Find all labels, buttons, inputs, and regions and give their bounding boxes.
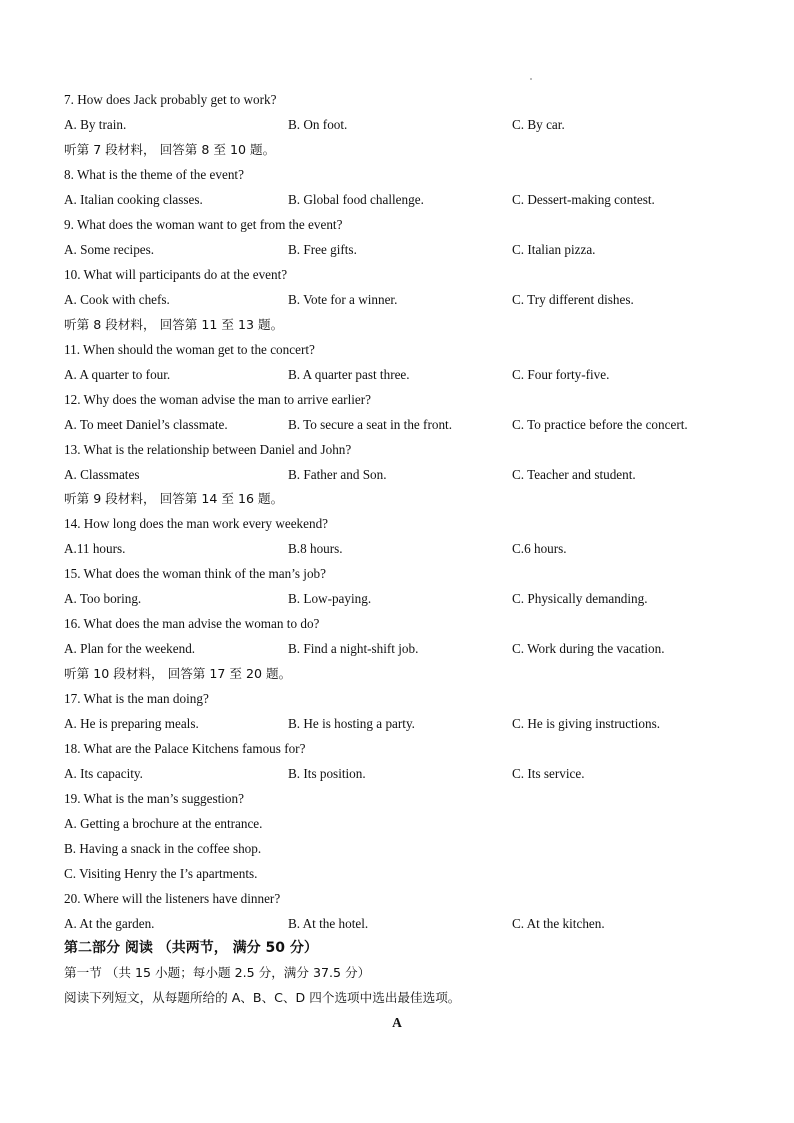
q10-option-b: B. Vote for a winner.: [288, 292, 398, 307]
section-9-instruction: 听第 9 段材料， 回答第 14 至 16 题。: [64, 491, 284, 506]
q18-option-c: C. Its service.: [512, 766, 585, 781]
q20-option-b: B. At the hotel.: [288, 916, 369, 931]
q10-option-a: A. Cook with chefs.: [64, 292, 170, 307]
question-19: 19. What is the man’s suggestion?: [64, 791, 244, 806]
q13-option-c: C. Teacher and student.: [512, 467, 636, 482]
section-8-instruction: 听第 8 段材料， 回答第 11 至 13 题。: [64, 317, 284, 332]
q19-option-c: C. Visiting Henry the I’s apartments.: [64, 866, 258, 881]
section-10-instruction: 听第 10 段材料， 回答第 17 至 20 题。: [64, 666, 292, 681]
q18-option-b: B. Its position.: [288, 766, 366, 781]
q14-option-b: B.8 hours.: [288, 541, 343, 556]
q17-option-a: A. He is preparing meals.: [64, 716, 199, 731]
q8-option-c: C. Dessert-making contest.: [512, 192, 655, 207]
section-7-instruction: 听第 7 段材料， 回答第 8 至 10 题。: [64, 142, 276, 157]
question-13: 13. What is the relationship between Daniel and John?: [64, 442, 352, 457]
q7-option-b: B. On foot.: [288, 117, 348, 132]
scan-speck: [530, 78, 532, 80]
q20-option-c: C. At the kitchen.: [512, 916, 605, 931]
q11-option-a: A. A quarter to four.: [64, 367, 171, 382]
q12-option-c: C. To practice before the concert.: [512, 417, 688, 432]
q17-option-b: B. He is hosting a party.: [288, 716, 415, 731]
question-16: 16. What does the man advise the woman to do?: [64, 616, 320, 631]
q7-option-a: A. By train.: [64, 117, 127, 132]
q14-option-a: A.11 hours.: [64, 541, 126, 556]
q12-option-b: B. To secure a seat in the front.: [288, 417, 452, 432]
q15-option-a: A. Too boring.: [64, 591, 142, 606]
passage-label: A: [392, 1015, 402, 1030]
question-15: 15. What does the woman think of the man’s job?: [64, 566, 326, 581]
q13-option-b: B. Father and Son.: [288, 467, 387, 482]
q15-option-b: B. Low-paying.: [288, 591, 372, 606]
q9-option-b: B. Free gifts.: [288, 242, 357, 257]
q18-option-a: A. Its capacity.: [64, 766, 143, 781]
question-9: 9. What does the woman want to get from the event?: [64, 217, 343, 232]
reading-instruction: 阅读下列短文，从每题所给的 A、B、C、D 四个选项中选出最佳选项。: [64, 990, 461, 1005]
q7-option-c: C. By car.: [512, 117, 565, 132]
q16-option-c: C. Work during the vacation.: [512, 641, 665, 656]
q9-option-c: C. Italian pizza.: [512, 242, 596, 257]
question-18: 18. What are the Palace Kitchens famous for?: [64, 741, 306, 756]
question-12: 12. Why does the woman advise the man to arrive earlier?: [64, 392, 371, 407]
q8-option-b: B. Global food challenge.: [288, 192, 424, 207]
q9-option-a: A. Some recipes.: [64, 242, 155, 257]
q14-option-c: C.6 hours.: [512, 541, 567, 556]
q19-option-b: B. Having a snack in the coffee shop.: [64, 841, 262, 856]
q11-option-b: B. A quarter past three.: [288, 367, 410, 382]
question-20: 20. Where will the listeners have dinner?: [64, 891, 281, 906]
question-8: 8. What is the theme of the event?: [64, 167, 244, 182]
q11-option-c: C. Four forty-five.: [512, 367, 610, 382]
q20-option-a: A. At the garden.: [64, 916, 155, 931]
question-14: 14. How long does the man work every weekend?: [64, 516, 329, 531]
question-7: 7. How does Jack probably get to work?: [64, 92, 277, 107]
question-11: 11. When should the woman get to the concert?: [64, 342, 315, 357]
question-10: 10. What will participants do at the event?: [64, 267, 288, 282]
q19-option-a: A. Getting a brochure at the entrance.: [64, 816, 263, 831]
q8-option-a: A. Italian cooking classes.: [64, 192, 203, 207]
q15-option-c: C. Physically demanding.: [512, 591, 648, 606]
q16-option-a: A. Plan for the weekend.: [64, 641, 196, 656]
q13-option-a: A. Classmates: [64, 467, 140, 482]
part-2-heading: 第二部分 阅读 （共两节， 满分 50 分）: [64, 940, 318, 956]
q17-option-c: C. He is giving instructions.: [512, 716, 660, 731]
section-1-subheading: 第一节 （共 15 小题；每小题 2.5 分，满分 37.5 分）: [64, 965, 371, 980]
q16-option-b: B. Find a night-shift job.: [288, 641, 419, 656]
q10-option-c: C. Try different dishes.: [512, 292, 634, 307]
q12-option-a: A. To meet Daniel’s classmate.: [64, 417, 228, 432]
question-17: 17. What is the man doing?: [64, 691, 209, 706]
